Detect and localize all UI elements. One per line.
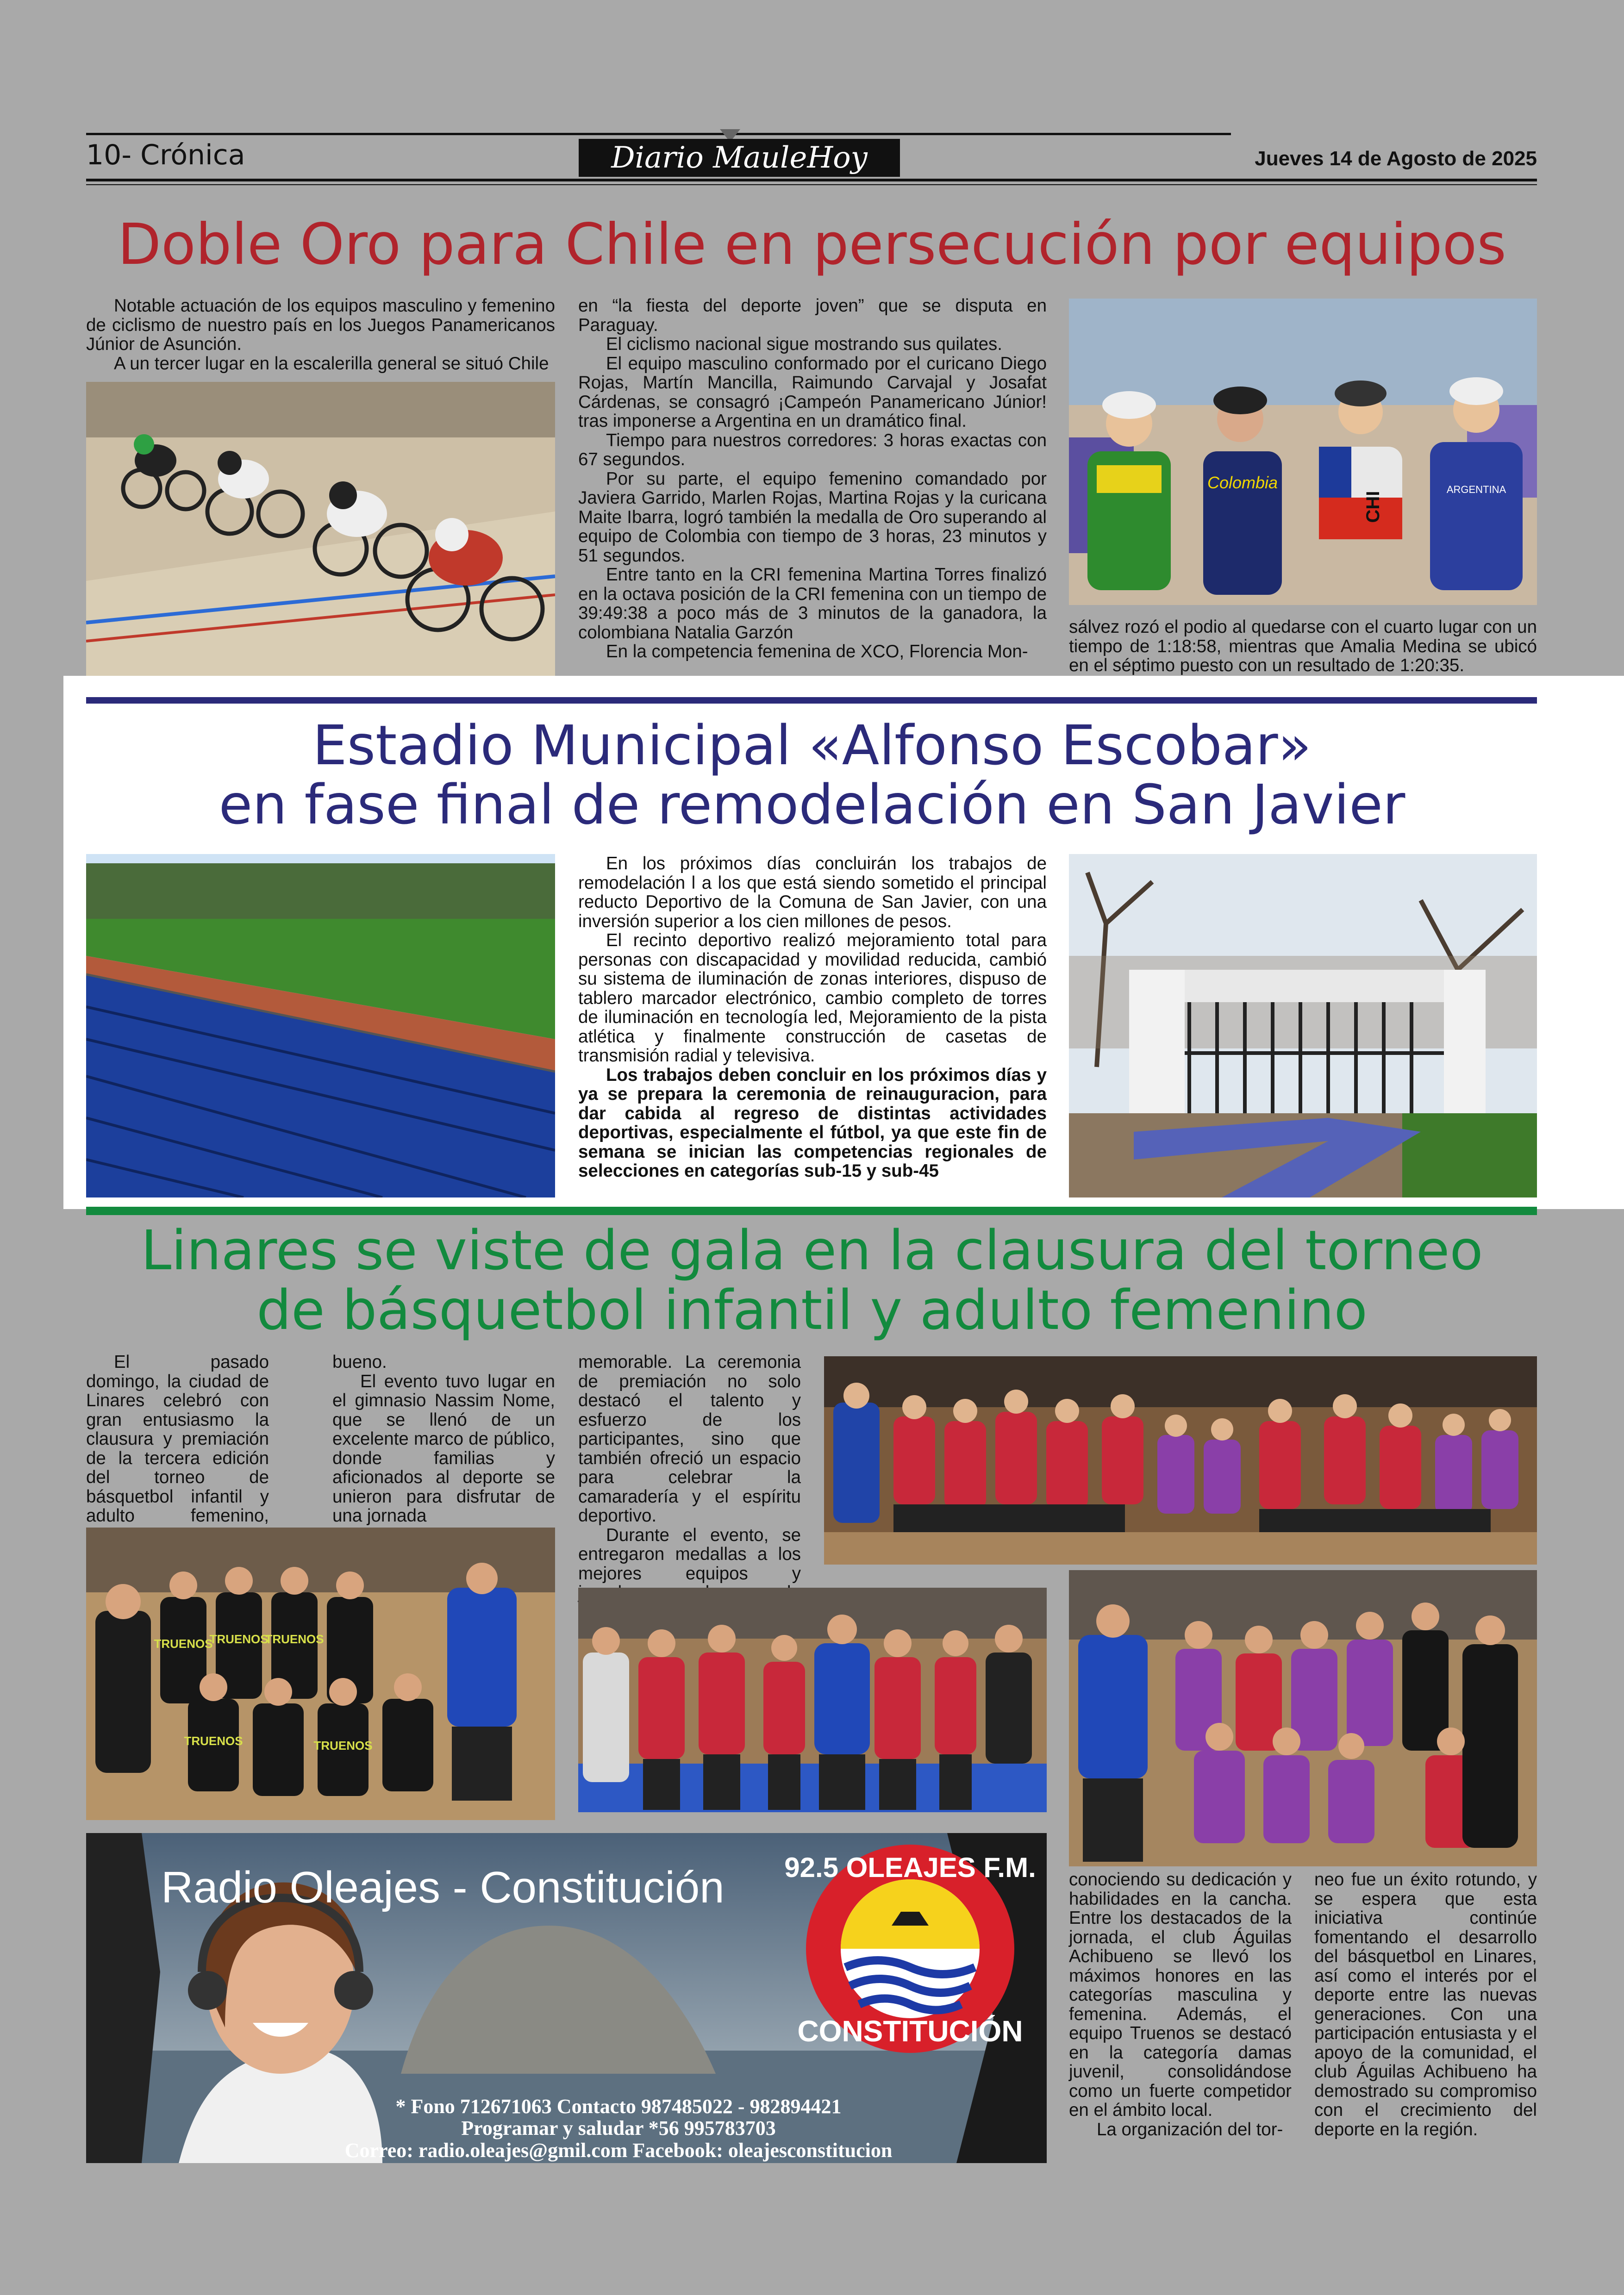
paragraph: conociendo su dedicación y habilidades en la cancha. Entre los destacados de la jornada, el club Águilas Achibueno se llevó los máximos honores en las categorías masculina y femenina. Además, el equipo Truenos se destacó en la categoría damas juvenil, consolidándose como un fuerte competidor en el ámbito local.: [1069, 1870, 1292, 2120]
paragraph: En la competencia femenina de XCO, Florencia Mon-: [606, 642, 1028, 661]
article3-headline-line1: Linares se viste de gala en la clausura del torneo: [141, 1218, 1483, 1282]
paragraph: Por su parte, el equipo femenino comandado por Javiera Garrido, Marlen Rojas, Martina Rojas y la curicana Maite Ibarra, logró también la medalla de Oro superando al equipo de Colombia con tiempo de 3 horas, 23 minutos y 51 segundos.: [578, 468, 1047, 566]
ad-title: Radio Oleajes - Constitución: [161, 1863, 725, 1912]
mountain-bike-riders-photo: [1069, 299, 1537, 605]
paragraph: en “la fiesta del deporte joven” que se disputa en Paraguay.: [578, 296, 1047, 335]
paragraph: El equipo masculino conformado por el curicano Diego Rojas, Martín Mancilla, Raimundo Carvajal y Josafat Cárdenas, se consagró ¡Campeón Panamericano Júnior! tras imponerse a Argentina en un dramático final.: [578, 353, 1047, 431]
stadium-stands-photo: [86, 854, 555, 1197]
jersey-text: TRUENOS: [184, 1734, 243, 1748]
article3-col3: [578, 1353, 801, 1621]
article1-headline: Doble Oro para Chile en persecución por equipos: [118, 212, 1506, 277]
ad-contact-line: Correo: radio.oleajes@gmil.com Facebook: oleajesconstitucion: [344, 2139, 893, 2162]
masthead: Diario MauleHoy: [579, 139, 900, 177]
paragraph: Notable actuación de los equipos masculino y femenino de ciclismo de nuestro país en los Juegos Panamericanos Júnior de Asunción.: [86, 296, 555, 354]
article2-headline-line2: en fase final de remodelación en San Javier: [219, 773, 1405, 836]
paragraph: Durante el evento, se entregaron medallas a los mejores equipos y: [578, 1525, 801, 1584]
boys-team-photo: [578, 1588, 1047, 1812]
jersey-text: TRUENOS: [265, 1632, 324, 1646]
jersey-text: Colombia: [1207, 473, 1278, 492]
paragraph: El ciclismo nacional sigue mostrando sus quilates.: [606, 334, 1002, 354]
paragraph: bueno.: [332, 1352, 387, 1372]
track-cyclists-photo: [86, 382, 555, 683]
header-top-rule: [86, 133, 1231, 135]
article1-col1: [86, 296, 555, 373]
ad-phone-line: * Fono 712671063 Contacto 987485022 - 982894421: [395, 2095, 842, 2118]
article2-top-rule: [86, 697, 1537, 704]
jersey-text: TRUENOS: [154, 1637, 213, 1651]
truenos-team-photo: [86, 1528, 555, 1820]
section-label: 10- Crónica: [86, 139, 245, 171]
radio-oleajes-ad: [86, 1833, 1047, 2163]
paragraph: memorable. La ceremonia de premiación no solo destacó el talento y esfuerzo de los participantes, sino que también ofreció un espacio para celebrar la camaradería y el espíritu deportivo.: [578, 1352, 801, 1526]
article3-col2: [332, 1353, 555, 1526]
ad-logo-frequency: 92.5 OLEAJES F.M.: [784, 1852, 1036, 1883]
article1-col3: [1069, 617, 1537, 675]
paragraph: El evento tuvo lugar en el gimnasio Nassim Nome, que se llenó de un excelente marco de público, donde familias y aficionados al deporte se unieron para disfrutar de una jornada: [332, 1371, 555, 1526]
stadium-entrance-photo: [1069, 854, 1537, 1197]
article3-headline-line2: de básquetbol infantil y adulto femenino: [256, 1278, 1368, 1342]
jersey-text: TRUENOS: [313, 1739, 373, 1752]
paragraph: El recinto deportivo realizó mejoramiento total para personas con discapacidad y movilidad reducida, cambió su sistema de iluminación de zonas interiores, dispuso de tablero marcador electrónico, cambio completo de torres de iluminación en tecnología led, Mejoramiento de la pista atlética y finalmente construcción de casetas de transmisión radial y televisiva.: [578, 930, 1047, 1066]
ad-request-line: Programar y saludar *56 995783703: [461, 2117, 776, 2139]
article3-top-rule: [86, 1207, 1537, 1215]
jersey-text: TRUENOS: [209, 1632, 269, 1646]
article2-headline-line1: Estadio Municipal «Alfonso Escobar»: [312, 713, 1312, 777]
article3-col5: [1314, 1870, 1537, 2139]
paragraph: sálvez rozó el podio al quedarse con el cuarto lugar con un tiempo de 1:18:58, mientras que Amalia Medina se ubicó en el séptimo puesto con un resultado de 1:20:35.: [1069, 617, 1537, 675]
article2-body: [578, 854, 1047, 1181]
paragraph: A un tercer lugar en la escalerilla general se situó Chile: [114, 353, 549, 374]
jersey-text: ARGENTINA: [1446, 484, 1506, 495]
header-bottom-rule-thin: [86, 184, 1537, 185]
paragraph-bold: Los trabajos deben concluir en los próximos días y ya se prepara la ceremonia de reinauguracion, para dar cabida al regreso de distintas actividades deportivas, especialmente el fútbol, ya que este fin de semana se inician las competencias regionales de selecciones en categorías sub-15 y sub-45: [578, 1065, 1047, 1181]
paragraph: La organización del tor-: [1097, 2119, 1283, 2139]
women-team-photo: [1069, 1570, 1537, 1866]
header-bottom-rule: [86, 179, 1537, 181]
paragraph: Tiempo para nuestros corredores: 3 horas exactas con 67 segundos.: [578, 430, 1047, 469]
paragraph: El pasado domingo, la ciudad de Linares celebró con gran entusiasmo la clausura y premiación de la tercera edición del torneo de básquetbol infantil y adulto femenino,: [86, 1352, 269, 1526]
jersey-text: CHI: [1363, 491, 1383, 523]
paragraph: neo fue un éxito rotundo, y se espera que esta iniciativa continúe fomentando el desarrollo del básquetbol en Linares, así como el interés por el deporte entre las nuevas generaciones. Con una participación entusiasta y el apoyo de la comunidad, el club Águilas Achibueno ha demostrado su compromiso con el crecimiento del deporte en la región.: [1314, 1870, 1537, 2139]
article3-col4: [1069, 1870, 1292, 2139]
issue-date: Jueves 14 de Agosto de 2025: [1255, 147, 1537, 170]
team-group-photo-large: [824, 1356, 1537, 1565]
paragraph: En los próximos días concluirán los trabajos de remodelación l a los que está siendo sometido el principal reducto Deportivo de la Comuna de San Javier, con una inversión superior a los cien millones de pesos.: [578, 854, 1047, 931]
article1-col2: [578, 296, 1047, 661]
paragraph: Entre tanto en la CRI femenina Martina Torres finalizó en la octava posición de la CRI femenina con un tiempo de 39:49:38 a poco más de 3 minutos de la ganadora, la colombiana Natalia Garzón: [578, 565, 1047, 642]
ad-logo-city: CONSTITUCIÓN: [797, 2014, 1023, 2048]
